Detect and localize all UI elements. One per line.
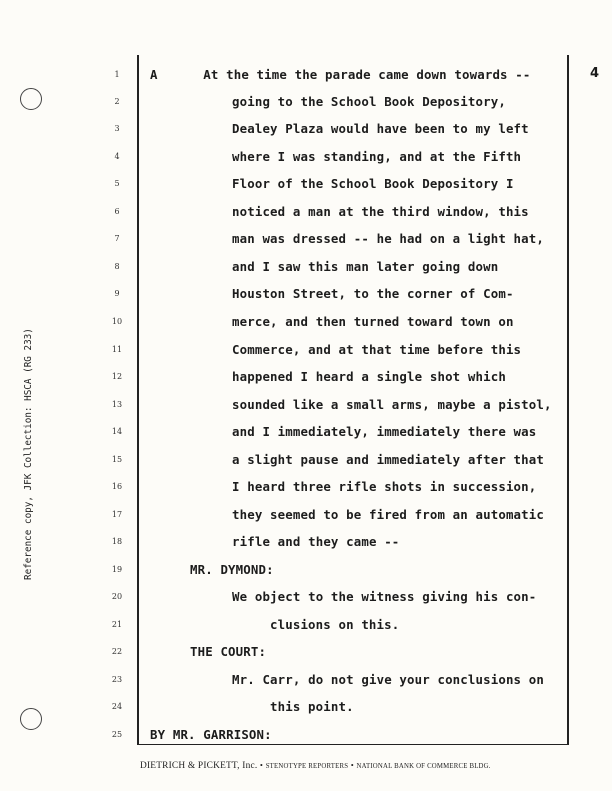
- transcript-line: a slight pause and immediately after that: [232, 452, 545, 467]
- transcript-line: and I immediately, immediately there was: [232, 424, 537, 439]
- separator: •: [259, 760, 264, 770]
- line-number: 20: [111, 592, 123, 601]
- speaker-label: BY MR. GARRISON:: [150, 727, 272, 742]
- transcript-line: and I saw this man later going down: [232, 259, 499, 274]
- punch-hole-bottom: [20, 708, 42, 730]
- line-number: 7: [114, 234, 120, 243]
- speaker-label: THE COURT:: [190, 644, 267, 659]
- building-name: NATIONAL BANK OF COMMERCE BLDG.: [356, 763, 491, 770]
- line-number: 5: [114, 179, 120, 188]
- page-number: 4: [590, 66, 600, 81]
- footer: [140, 760, 491, 771]
- line-number: 19: [111, 565, 123, 574]
- line-number: 25: [111, 730, 123, 739]
- transcript-line: Houston Street, to the corner of Com-: [232, 286, 514, 301]
- line-number: 13: [111, 400, 123, 409]
- line-number: 16: [111, 482, 123, 491]
- transcript-line: merce, and then turned toward town on: [232, 314, 514, 329]
- line-number: 18: [111, 537, 123, 546]
- transcript-line: noticed a man at the third window, this: [232, 204, 529, 219]
- transcript-line: happened I heard a single shot which: [232, 369, 506, 384]
- line-number: 21: [111, 620, 123, 629]
- line-number: 3: [114, 124, 120, 133]
- reporters-label: STENOTYPE REPORTERS: [265, 763, 349, 770]
- transcript-line: going to the School Book Depository,: [232, 94, 506, 109]
- line-number: 11: [111, 345, 123, 354]
- transcript-line: Commerce, and at that time before this: [232, 342, 522, 357]
- transcript-line: I heard three rifle shots in succession,: [232, 479, 537, 494]
- line-number: 15: [111, 455, 123, 464]
- firm-name: DIETRICH & PICKETT, Inc.: [140, 761, 258, 771]
- line-number: 2: [114, 97, 120, 106]
- line-number: 22: [111, 647, 123, 656]
- bottom-rule: [137, 744, 569, 745]
- line-number: 8: [114, 262, 120, 271]
- speaker-label: MR. DYMOND:: [190, 562, 274, 577]
- line-number: 10: [111, 317, 123, 326]
- transcript-line: Mr. Carr, do not give your conclusions on: [232, 672, 545, 687]
- archive-caption: Reference copy, JFK Collection: HSCA (RG 233): [23, 328, 34, 580]
- transcript-line: man was dressed -- he had on a light hat,: [232, 231, 545, 246]
- punch-hole-top: [20, 88, 42, 110]
- line-number: 17: [111, 510, 123, 519]
- transcript-line: Dealey Plaza would have been to my left: [232, 121, 529, 136]
- line-number: 24: [111, 702, 123, 711]
- line-number: 6: [114, 207, 120, 216]
- transcript-line: sounded like a small arms, maybe a pistol,: [232, 397, 552, 412]
- line-number: 4: [114, 152, 120, 161]
- separator: •: [350, 760, 354, 770]
- line-number: 23: [111, 675, 123, 684]
- transcript-line: A At the time the parade came down towards --: [150, 67, 531, 82]
- line-number: 14: [111, 427, 123, 436]
- line-number: 1: [114, 70, 120, 79]
- transcript-line: Floor of the School Book Depository I: [232, 176, 514, 191]
- transcript-line: they seemed to be fired from an automatic: [232, 507, 545, 522]
- transcript-line: where I was standing, and at the Fifth: [232, 149, 522, 164]
- right-margin-rule: [567, 55, 569, 745]
- line-number: 9: [114, 289, 120, 298]
- line-number: 12: [111, 372, 123, 381]
- transcript-line: clusions on this.: [270, 617, 400, 632]
- left-margin-rule: [137, 55, 139, 745]
- transcript-line: rifle and they came --: [232, 534, 400, 549]
- transcript-line: We object to the witness giving his con-: [232, 589, 537, 604]
- transcript-line: this point.: [270, 699, 354, 714]
